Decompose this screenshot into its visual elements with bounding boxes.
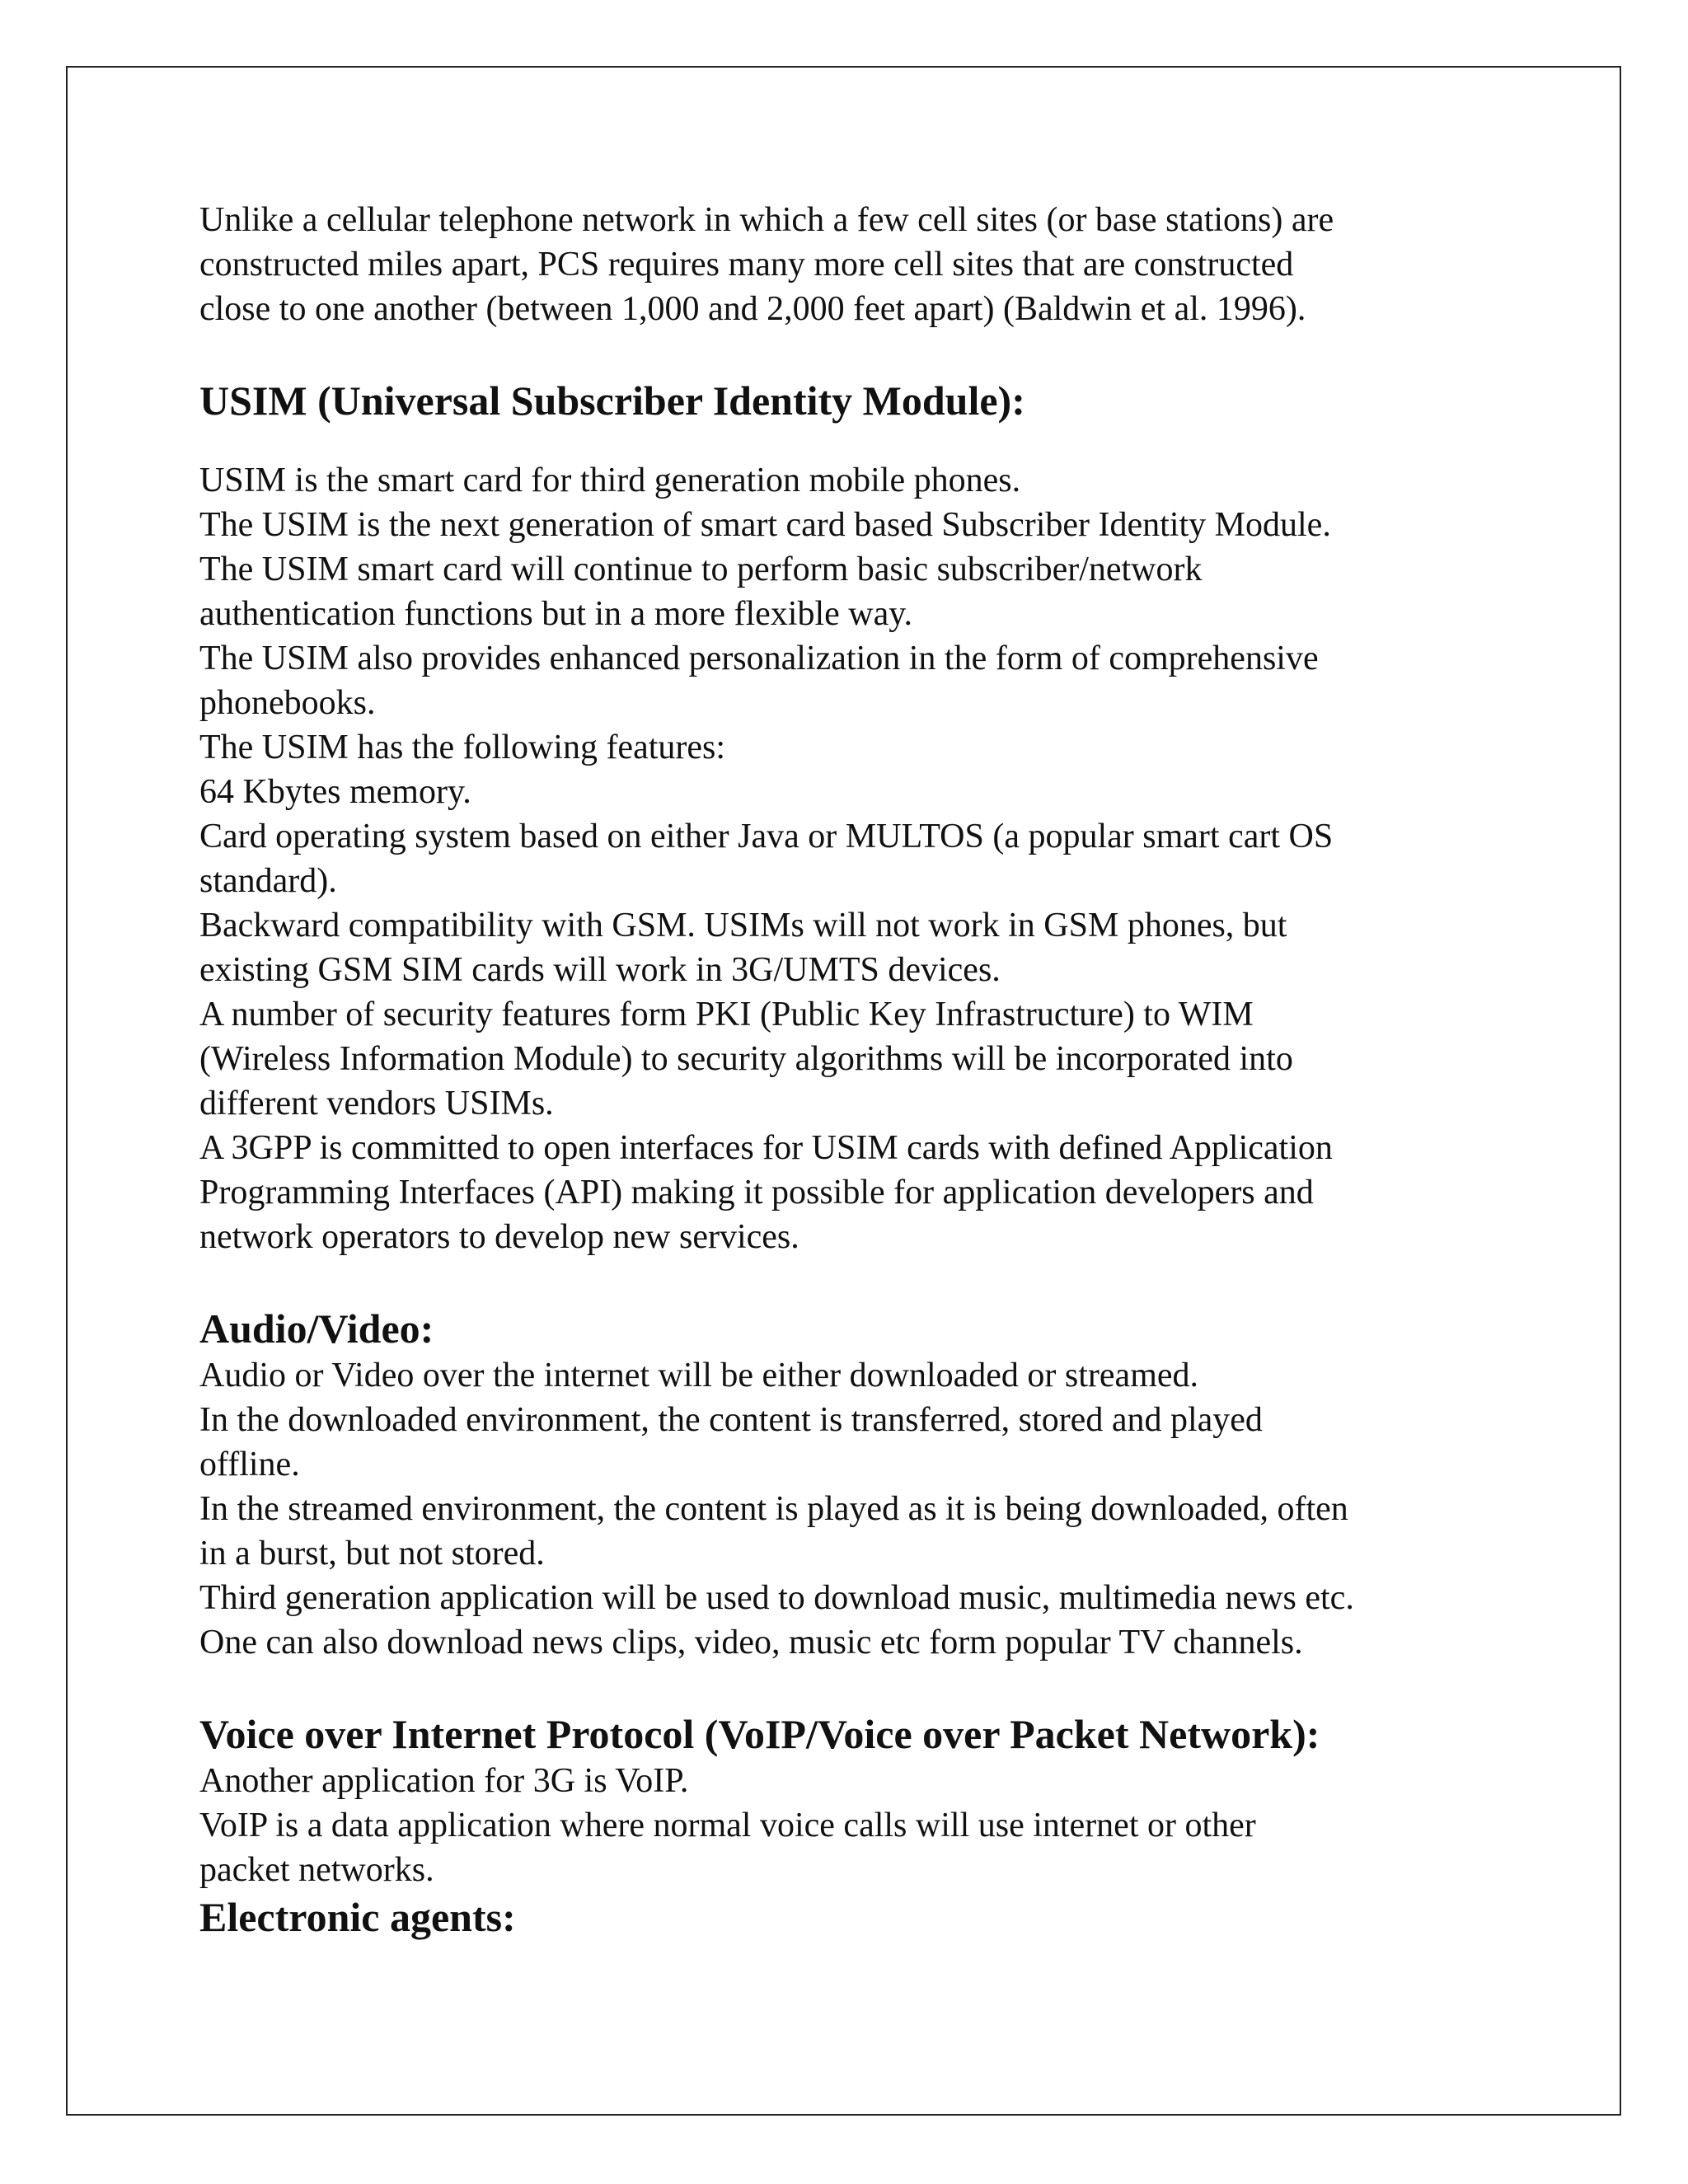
text-line: Programming Interfaces (API) making it possible for application developers and [199, 1174, 1314, 1212]
text-line: VoIP is a data application where normal voice calls will use internet or other [199, 1807, 1256, 1844]
text-line: network operators to develop new services. [199, 1218, 799, 1256]
usim-section [199, 376, 1518, 1259]
text-line: A 3GPP is committed to open interfaces for USIM cards with defined Application [199, 1129, 1333, 1167]
intro-paragraph [199, 198, 1518, 331]
text-line: offline. [199, 1446, 300, 1483]
text-line: Third generation application will be used to download music, multimedia news etc. [199, 1579, 1354, 1617]
electronic-agents-section [199, 1892, 1518, 1942]
text-line: A number of security features form PKI (Public Key Infrastructure) to WIM [199, 996, 1254, 1033]
text-line: USIM is the smart card for third generation mobile phones. [199, 462, 1021, 499]
text-line: In the streamed environment, the content is played as it is being downloaded, often [199, 1490, 1348, 1528]
text-line: authentication functions but in a more flexible way. [199, 595, 913, 633]
text-line: One can also download news clips, video, music etc form popular TV channels. [199, 1624, 1303, 1661]
text-line: In the downloaded environment, the content is transferred, stored and played [199, 1401, 1263, 1439]
text-line: Audio or Video over the internet will be either downloaded or streamed. [199, 1357, 1199, 1394]
text-line: (Wireless Information Module) to security algorithms will be incorporated into [199, 1040, 1293, 1078]
document-content [199, 198, 1518, 1942]
text-line: constructed miles apart, PCS requires many more cell sites that are constructed [199, 246, 1294, 284]
voip-section [199, 1709, 1518, 1892]
text-line: The USIM is the next generation of smart card based Subscriber Identity Module. [199, 506, 1331, 544]
text-line: Unlike a cellular telephone network in which a few cell sites (or base stations) are [199, 201, 1334, 239]
text-line: standard). [199, 862, 337, 900]
audio-video-section [199, 1304, 1518, 1665]
text-line: 64 Kbytes memory. [199, 773, 471, 811]
text-line: The USIM has the following features: [199, 729, 726, 766]
text-line: existing GSM SIM cards will work in 3G/UMTS devices. [199, 951, 1001, 989]
text-line: Another application for 3G is VoIP. [199, 1762, 689, 1800]
text-line: in a burst, but not stored. [199, 1535, 545, 1572]
section-heading: Audio/Video: [199, 1305, 434, 1352]
text-line: close to one another (between 1,000 and 2,000 feet apart) (Baldwin et al. 1996). [199, 290, 1306, 328]
text-line: different vendors USIMs. [199, 1085, 554, 1122]
text-line: Backward compatibility with GSM. USIMs will not work in GSM phones, but [199, 907, 1287, 944]
text-line: phonebooks. [199, 684, 376, 722]
text-line: Card operating system based on either Java or MULTOS (a popular smart cart OS [199, 818, 1334, 855]
section-heading: Electronic agents: [199, 1894, 516, 1940]
section-heading: Voice over Internet Protocol (VoIP/Voice over Packet Network): [199, 1711, 1320, 1757]
text-line: The USIM also provides enhanced personalization in the form of comprehensive [199, 640, 1319, 677]
text-line: The USIM smart card will continue to perform basic subscriber/network [199, 551, 1203, 588]
section-heading: USIM (Universal Subscriber Identity Module): [199, 377, 1025, 424]
text-line: packet networks. [199, 1851, 434, 1889]
